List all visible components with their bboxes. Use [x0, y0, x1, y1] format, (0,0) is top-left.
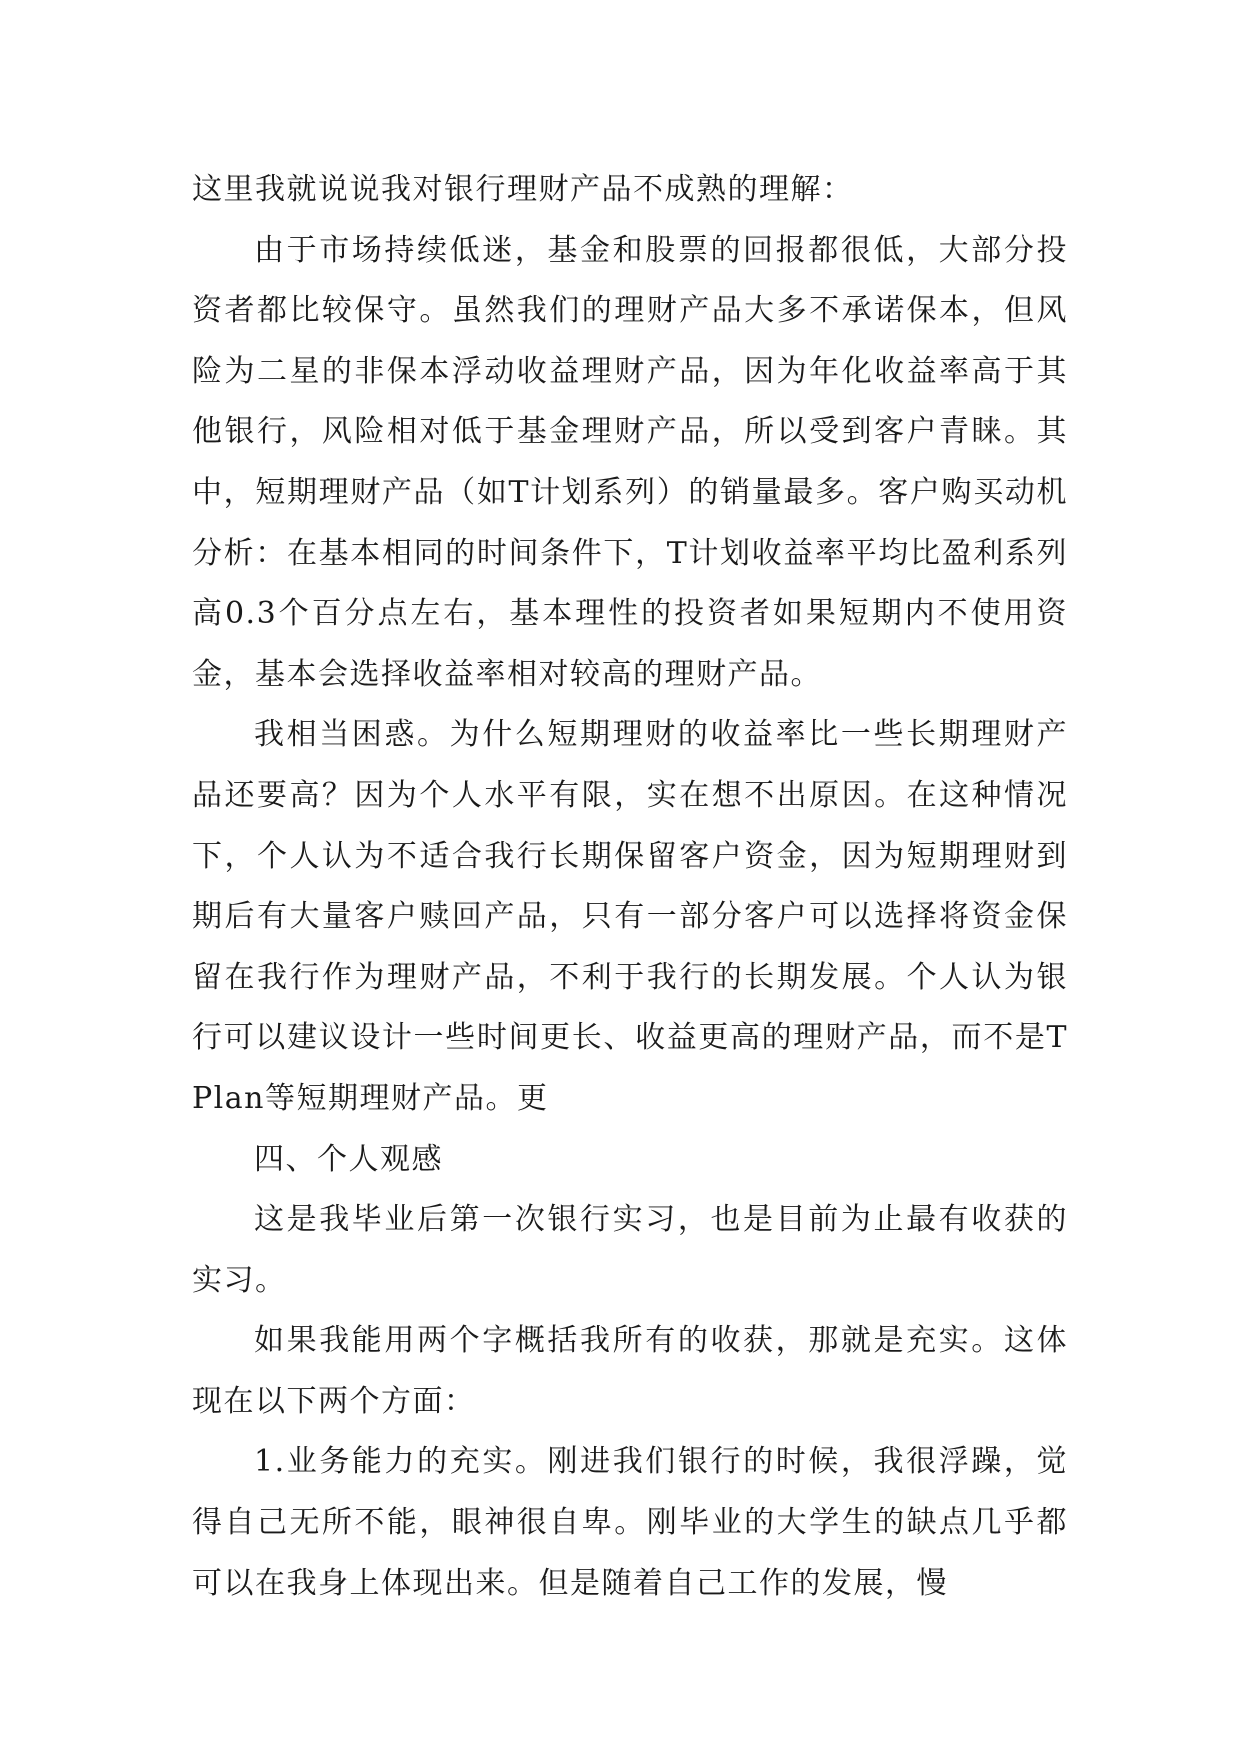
paragraph-market-analysis: 由于市场持续低迷，基金和股票的回报都很低，大部分投资者都比较保守。虽然我们的理财产品大多不承诺保本，但风险为二星的非保本浮动收益理财产品，因为年化收益率高于其他银行，风险相对低于基金理财产品，所以受到客户青睐。其中，短期理财产品（如T计划系列）的销量最多。客户购买动机分析：在基本相同的时间条件下，T计划收益率平均比盈利系列高0.3个百分点左右，基本理性的投资者如果短期内不使用资金，基本会选择收益率相对较高的理财产品。 — [192, 232, 1068, 692]
section-heading-personal-impressions: 四、个人观感 — [254, 1141, 443, 1177]
paragraph-confusion: 我相当困惑。为什么短期理财的收益率比一些长期理财产品还要高？因为个人水平有限，实在想不出原因。在这种情况下，个人认为不适合我行长期保留客户资金，因为短期理财到期后有大量客户赎回产品，只有一部分客户可以选择将资金保留在我行作为理财产品，不利于我行的长期发展。个人认为银行可以建议设计一些时间更长、收益更高的理财产品，而不是T Plan等短期理财产品。更 — [192, 717, 1068, 1116]
paragraph-intro: 这里我就说说我对银行理财产品不成熟的理解： — [192, 172, 854, 207]
paragraph-first-internship: 这是我毕业后第一次银行实习，也是目前为止最有收获的实习。 — [192, 1202, 1068, 1298]
paragraph-business-ability: 1.业务能力的充实。刚进我们银行的时候，我很浮躁，觉得自己无所不能，眼神很自卑。刚毕业的大学生的缺点几乎都可以在我身上体现出来。但是随着自己工作的发展，慢 — [192, 1444, 1068, 1601]
paragraph-summary-gains: 如果我能用两个字概括我所有的收获，那就是充实。这体现在以下两个方面： — [192, 1323, 1068, 1419]
document-body — [192, 160, 1068, 1614]
